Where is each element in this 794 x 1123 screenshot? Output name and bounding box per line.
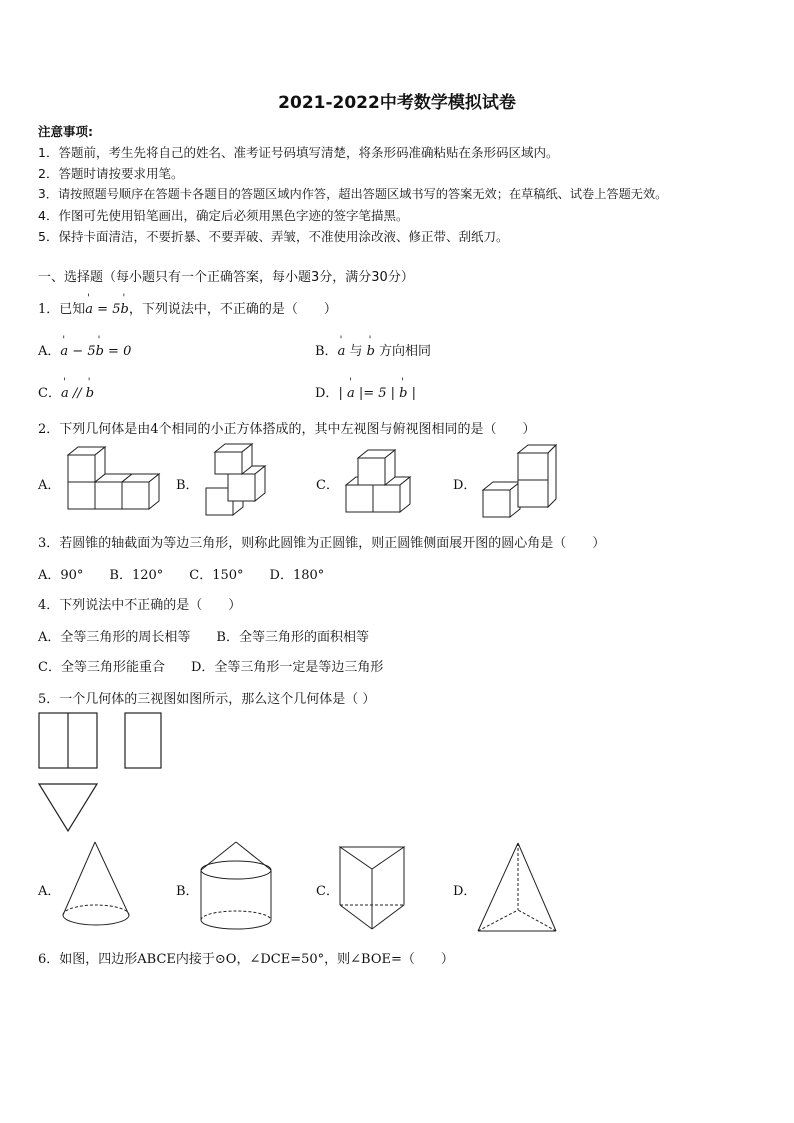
q2-option-d-label[interactable]: D． — [453, 478, 477, 493]
q5-three-views — [38, 712, 168, 837]
q2-figure-a — [60, 448, 170, 518]
q2-figure-d — [478, 445, 568, 520]
q5-figure-cone-cylinder — [196, 840, 276, 935]
q2-option-a-label[interactable]: A． — [38, 478, 61, 493]
question-1: 1．已知' a = 5' b，下列说法中，不正确的是（ ） — [38, 298, 337, 317]
q2-option-b-label[interactable]: B． — [176, 478, 199, 493]
q2-figure-b — [200, 448, 290, 518]
q5-option-a-label[interactable]: A． — [38, 884, 61, 899]
question-2: 2．下列几何体是由4个相同的小正方体搭成的，其中左视图与俯视图相同的是（ ） — [38, 422, 536, 437]
q5-option-b-label[interactable]: B． — [176, 884, 199, 899]
question-5: 5．一个几何体的三视图如图所示，那么这个几何体是（ ） — [38, 692, 376, 707]
q5-figure-prism — [336, 843, 411, 933]
section-heading: 一、选择题（每小题只有一个正确答案，每小题3分，满分30分） — [38, 270, 414, 285]
q1-option-d[interactable]: D．| ' a |= 5 | ' b | — [315, 382, 416, 401]
question-4: 4．下列说法中不正确的是（ ） — [38, 598, 242, 613]
page-title: 2021-2022中考数学模拟试卷 — [278, 93, 516, 113]
q2-figure-c — [340, 445, 430, 515]
notice-item-1: 1．答题前，考生先将自己的姓名、准考证号码填写清楚，将条形码准确粘贴在条形码区域内。 — [38, 145, 559, 160]
notice-item-3: 3．请按照题号顺序在答题卡各题目的答题区域内作答，超出答题区域书写的答案无效；在草稿纸、试卷上答题无效。 — [38, 187, 668, 201]
q3-options[interactable]: A．90° B．120° C．150° D．180° — [38, 568, 325, 583]
notice-item-2: 2．答题时请按要求用笔。 — [38, 166, 184, 181]
q4-options-line-1[interactable]: A．全等三角形的周长相等 B．全等三角形的面积相等 — [38, 630, 369, 645]
notice-heading: 注意事项: — [38, 124, 93, 139]
vector-b: ' b — [120, 302, 128, 317]
q1-option-b[interactable]: B．' a 与 ' b 方向相同 — [315, 340, 431, 359]
q2-option-c-label[interactable]: C． — [316, 478, 339, 493]
q5-option-d-label[interactable]: D． — [453, 884, 477, 899]
vector-a: ' a — [85, 302, 93, 317]
question-3: 3．若圆锥的轴截面为等边三角形，则称此圆锥为正圆锥，则正圆锥侧面展开图的圆心角是（ ） — [38, 536, 606, 551]
q1-option-a[interactable]: A．' a − 5' b = 0 — [38, 340, 131, 359]
notice-item-5: 5．保持卡面清洁，不要折暴、不要弄破、弄皱，不准使用涂改液、修正带、刮纸刀。 — [38, 229, 509, 244]
q5-figure-cone — [60, 840, 135, 935]
notice-item-4: 4．作图可先使用铅笔画出，确定后必须用黑色字迹的签字笔描黑。 — [38, 208, 409, 223]
question-6: 6．如图，四边形ABCE内接于⊙O，∠DCE=50°，则∠BOE=（ ） — [38, 952, 454, 967]
q1-option-c[interactable]: C．' a // ' b — [38, 382, 94, 401]
q5-option-c-label[interactable]: C． — [316, 884, 339, 899]
q5-figure-pyramid — [475, 840, 560, 935]
q4-options-line-2[interactable]: C．全等三角形能重合 D．全等三角形一定是等边三角形 — [38, 660, 384, 675]
